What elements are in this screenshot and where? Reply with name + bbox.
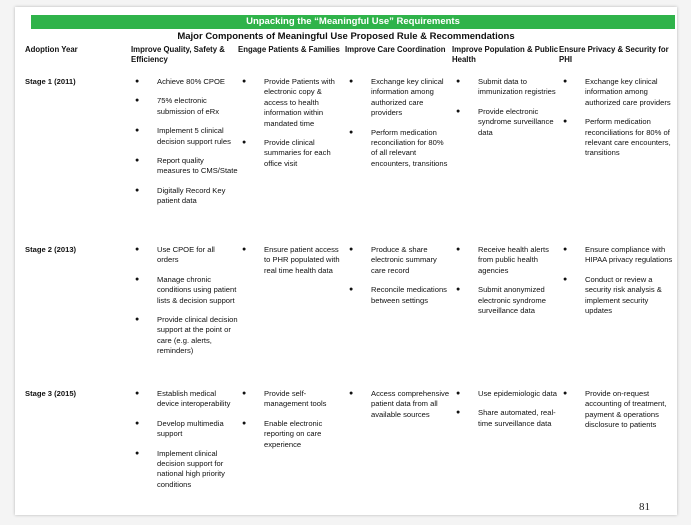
table-cell [345,77,452,245]
table-row [25,389,673,525]
list-item-text: 75% electronic submission of eRx [157,96,220,116]
list-item [345,285,452,306]
list-item [131,245,238,266]
bullet-icon: ● [563,246,568,253]
bullet-list [452,245,559,316]
bullet-icon: ● [563,78,568,85]
list-item-text: Digitally Record Key patient data [157,185,226,206]
list-item [559,245,673,266]
list-item [559,117,673,159]
list-item-text: Provide Patients with electronic copy & access to health information within mandated time [264,77,335,128]
bullet-icon: ● [349,390,354,397]
table-cell [452,77,559,245]
list-item-text: Produce & share electronic summary care record [371,245,437,275]
header-row [25,45,673,77]
list-item [238,245,345,276]
table-cell [238,389,345,525]
bullet-icon: ● [135,246,140,253]
list-item-text: Implement clinical decision support for national high priority conditions [157,448,225,489]
bullet-list [559,245,673,316]
bullet-list [131,389,238,490]
bullet-icon: ● [456,286,461,294]
list-item-text: Conduct or review a security risk analysis & implement security updates [585,274,662,316]
header-adoption-year: Adoption Year [25,45,78,54]
header-engage: Engage Patients & Families [238,45,340,54]
bullet-icon: ● [563,118,568,126]
list-item-text: Reconcile medications between settings [371,285,447,305]
list-item-text: Report quality measures to CMS/State [157,156,238,176]
list-item-text: Access comprehensive patient data from all available sources [371,389,450,419]
bullet-list [238,245,345,276]
requirements-table [25,45,673,525]
stage-label: Stage 2 (2013) [25,245,77,254]
bullet-icon: ● [349,286,354,294]
list-item-text: Submit data to immunization registries [478,77,556,97]
list-item [345,128,452,170]
bullet-icon: ● [135,78,140,85]
list-item-text: Implement 5 clinical decision support rules [157,126,231,146]
list-item-text: Achieve 80% CPOE [157,77,225,86]
list-item [345,245,452,276]
bullet-icon: ● [135,275,140,283]
bullet-icon: ● [135,186,140,194]
list-item-text: Ensure compliance with HIPAA privacy regulations [585,245,673,265]
bullet-icon: ● [135,127,140,135]
bullet-list [345,245,452,306]
bullet-list [345,77,452,169]
list-item [559,77,673,108]
bullet-icon: ● [456,246,461,253]
list-item [559,389,673,431]
list-item-text: Manage chronic conditions using patient lists & decision support [157,274,237,305]
bullet-icon: ● [242,390,247,397]
table-cell [452,245,559,389]
list-item [238,77,345,129]
bullet-list [131,245,238,357]
list-item [131,77,238,87]
bullet-icon: ● [456,107,461,115]
bullet-list [452,77,559,138]
list-item-text: Submit anonymized electronic syndrome surveillance data [478,285,546,316]
table-row [25,77,673,245]
bullet-icon: ● [135,390,140,397]
list-item-text: Exchange key clinical information among authorized care providers [585,77,671,107]
bullet-icon: ● [242,246,247,253]
list-item-text: Enable electronic reporting on care experience [264,418,323,449]
list-item [452,285,559,316]
list-item-text: Establish medical device interoperability [157,389,231,409]
bullet-icon: ● [135,157,140,165]
bullet-list [559,77,673,159]
bullet-icon: ● [456,78,461,85]
list-item [131,156,238,177]
bullet-list [238,389,345,450]
list-item [131,186,238,207]
stage-label: Stage 1 (2011) [25,77,76,86]
list-item [131,126,238,147]
page-number: 81 [639,501,650,513]
table-cell [345,389,452,525]
list-item [131,389,238,410]
list-item-text: Provide on-request accounting of treatment, payment & operations disclosure to patients [585,389,667,430]
bullet-icon: ● [563,275,568,283]
header-coordination: Improve Care Coordination [345,45,446,54]
bullet-list [345,389,452,420]
list-item-text: Perform medication reconciliations for 80% of relevant care encounters, transitions [585,117,671,158]
bullet-icon: ● [456,390,461,397]
bullet-list [559,389,673,431]
table-cell [238,77,345,245]
list-item [345,77,452,119]
table-cell [131,389,238,525]
list-item [238,389,345,410]
document-page [15,7,677,515]
table-subtitle: Major Components of Meaningful Use Proposed Rule & Recommendations [177,31,515,42]
list-item-text: Develop multimedia support [157,418,224,439]
table-row [25,245,673,389]
list-item [559,275,673,317]
list-item [345,389,452,420]
header-population: Improve Population & Public Health [452,45,559,65]
list-item [452,389,559,399]
bullet-icon: ● [135,97,140,105]
bullet-icon: ● [135,316,140,324]
bullet-list [238,77,345,169]
header-quality: Improve Quality, Safety & Efficiency [131,45,225,65]
list-item-text: Provide self-management tools [264,389,327,409]
table-cell [559,389,673,525]
list-item-text: Provide electronic syndrome surveillance data [478,106,554,137]
list-item-text: Use CPOE for all orders [157,245,215,265]
table-cell [559,77,673,245]
bullet-icon: ● [456,409,461,417]
bullet-icon: ● [242,78,247,85]
list-item [131,275,238,306]
list-item [131,419,238,440]
list-item [131,96,238,117]
list-item-text: Use epidemiologic data [478,389,557,398]
list-item-text: Receive health alerts from public health agencies [478,245,549,275]
bullet-icon: ● [135,419,140,427]
bullet-list [131,77,238,207]
bullet-icon: ● [135,449,140,457]
bullet-list [452,389,559,429]
bullet-icon: ● [349,78,354,85]
bullet-icon: ● [563,390,568,397]
list-item-text: Exchange key clinical information among authorized care providers [371,77,444,118]
banner-title: Unpacking the “Meaningful Use” Requirements [31,15,675,29]
list-item-text: Provide clinical decision support at the point or care (e.g. alerts, reminders) [157,315,238,356]
bullet-icon: ● [242,419,247,427]
list-item [131,449,238,491]
list-item [452,408,559,429]
list-item [238,419,345,450]
list-item [452,107,559,138]
list-item [238,138,345,169]
bullet-icon: ● [242,139,247,147]
list-item [452,77,559,98]
list-item [452,245,559,276]
table-cell [131,77,238,245]
table-cell [238,245,345,389]
table-cell [452,389,559,525]
table-cell [131,245,238,389]
list-item-text: Perform medication reconciliation for 80% of all relevant encounters, transitions [371,127,448,168]
bullet-icon: ● [349,246,354,253]
list-item-text: Share automated, real-time surveillance data [478,408,556,428]
header-privacy: Ensure Privacy & Security for PHI [559,45,669,65]
list-item-text: Ensure patient access to PHR populated with real time health data [264,245,340,275]
table-cell [559,245,673,389]
stage-label: Stage 3 (2015) [25,389,77,398]
table-cell [345,245,452,389]
bullet-icon: ● [349,128,354,136]
list-item [131,315,238,357]
list-item-text: Provide clinical summaries for each office visit [264,138,331,168]
